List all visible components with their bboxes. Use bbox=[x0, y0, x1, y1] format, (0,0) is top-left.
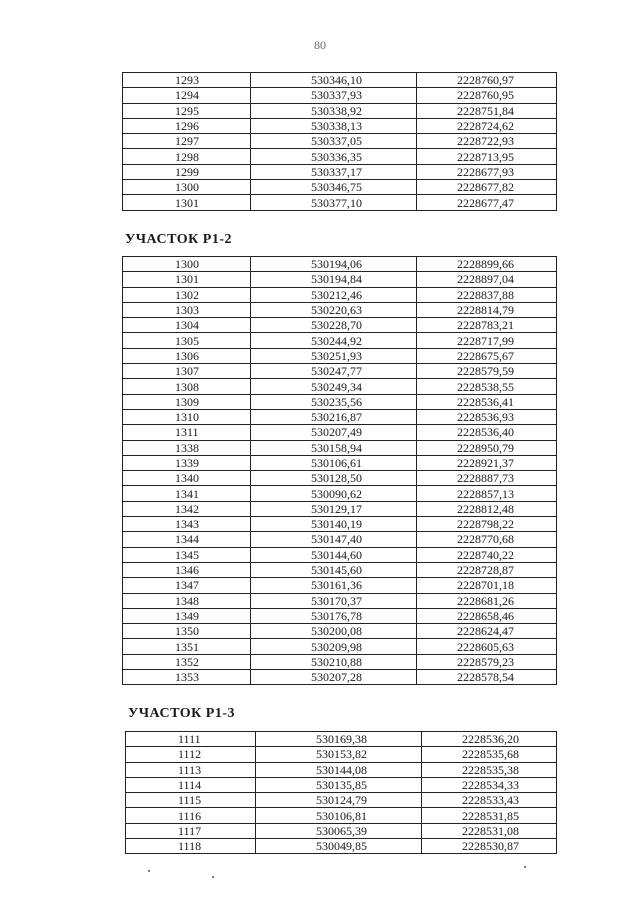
table-row bbox=[123, 134, 557, 149]
y-coordinate-cell: 2228713,95 bbox=[417, 149, 557, 164]
x-coordinate-cell: 530128,50 bbox=[251, 471, 417, 486]
point-number-cell: 1301 bbox=[123, 272, 251, 287]
x-coordinate-cell: 530090,62 bbox=[251, 486, 417, 501]
y-coordinate-cell: 2228677,93 bbox=[417, 164, 557, 179]
x-coordinate-cell: 530216,87 bbox=[251, 409, 417, 424]
coordinates-table-p1-2 bbox=[122, 256, 557, 685]
y-coordinate-cell: 2228722,93 bbox=[417, 134, 557, 149]
point-number-cell: 1338 bbox=[123, 440, 251, 455]
x-coordinate-cell: 530210,88 bbox=[251, 654, 417, 669]
y-coordinate-cell: 2228605,63 bbox=[417, 639, 557, 654]
table-row bbox=[123, 195, 557, 210]
y-coordinate-cell: 2228531,08 bbox=[422, 823, 557, 838]
x-coordinate-cell: 530176,78 bbox=[251, 608, 417, 623]
x-coordinate-cell: 530212,46 bbox=[251, 287, 417, 302]
x-coordinate-cell: 530194,84 bbox=[251, 272, 417, 287]
y-coordinate-cell: 2228812,48 bbox=[417, 501, 557, 516]
x-coordinate-cell: 530337,05 bbox=[251, 134, 417, 149]
point-number-cell: 1311 bbox=[123, 425, 251, 440]
point-number-cell: 1347 bbox=[123, 578, 251, 593]
x-coordinate-cell: 530169,38 bbox=[256, 732, 422, 747]
section-heading-p1-3: УЧАСТОК Р1-3 bbox=[128, 706, 235, 721]
point-number-cell: 1112 bbox=[126, 747, 256, 762]
point-number-cell: 1341 bbox=[123, 486, 251, 501]
table-row bbox=[123, 180, 557, 195]
table-row bbox=[126, 732, 557, 747]
y-coordinate-cell: 2228728,87 bbox=[417, 562, 557, 577]
y-coordinate-cell: 2228536,20 bbox=[422, 732, 557, 747]
point-number-cell: 1301 bbox=[123, 195, 251, 210]
table-row bbox=[126, 823, 557, 838]
table-row bbox=[126, 777, 557, 792]
y-coordinate-cell: 2228701,18 bbox=[417, 578, 557, 593]
table-row bbox=[123, 257, 557, 272]
x-coordinate-cell: 530209,98 bbox=[251, 639, 417, 654]
y-coordinate-cell: 2228950,79 bbox=[417, 440, 557, 455]
y-coordinate-cell: 2228760,95 bbox=[417, 88, 557, 103]
table-row bbox=[123, 455, 557, 470]
table-row bbox=[123, 517, 557, 532]
table-row bbox=[123, 501, 557, 516]
table-row bbox=[123, 608, 557, 623]
coordinates-table-continued bbox=[122, 72, 557, 211]
table-row bbox=[123, 547, 557, 562]
point-number-cell: 1349 bbox=[123, 608, 251, 623]
point-number-cell: 1117 bbox=[126, 823, 256, 838]
y-coordinate-cell: 2228677,82 bbox=[417, 180, 557, 195]
point-number-cell: 1302 bbox=[123, 287, 251, 302]
point-number-cell: 1307 bbox=[123, 364, 251, 379]
point-number-cell: 1111 bbox=[126, 732, 256, 747]
y-coordinate-cell: 2228624,47 bbox=[417, 624, 557, 639]
x-coordinate-cell: 530135,85 bbox=[256, 777, 422, 792]
point-number-cell: 1343 bbox=[123, 517, 251, 532]
table-row bbox=[123, 287, 557, 302]
point-number-cell: 1344 bbox=[123, 532, 251, 547]
x-coordinate-cell: 530049,85 bbox=[256, 839, 422, 854]
y-coordinate-cell: 2228814,79 bbox=[417, 302, 557, 317]
table-row bbox=[126, 808, 557, 823]
table-row bbox=[123, 639, 557, 654]
y-coordinate-cell: 2228751,84 bbox=[417, 103, 557, 118]
point-number-cell: 1340 bbox=[123, 471, 251, 486]
y-coordinate-cell: 2228717,99 bbox=[417, 333, 557, 348]
table-row bbox=[123, 578, 557, 593]
point-number-cell: 1297 bbox=[123, 134, 251, 149]
x-coordinate-cell: 530235,56 bbox=[251, 394, 417, 409]
point-number-cell: 1310 bbox=[123, 409, 251, 424]
point-number-cell: 1353 bbox=[123, 670, 251, 685]
point-number-cell: 1296 bbox=[123, 118, 251, 133]
y-coordinate-cell: 2228887,73 bbox=[417, 471, 557, 486]
point-number-cell: 1348 bbox=[123, 593, 251, 608]
y-coordinate-cell: 2228740,22 bbox=[417, 547, 557, 562]
page-number: 80 bbox=[314, 38, 326, 52]
y-coordinate-cell: 2228677,47 bbox=[417, 195, 557, 210]
coordinates-table-p1-3 bbox=[125, 731, 557, 854]
point-number-cell: 1293 bbox=[123, 73, 251, 88]
y-coordinate-cell: 2228535,68 bbox=[422, 747, 557, 762]
table-row bbox=[123, 272, 557, 287]
table-row bbox=[123, 624, 557, 639]
y-coordinate-cell: 2228535,38 bbox=[422, 762, 557, 777]
x-coordinate-cell: 530346,75 bbox=[251, 180, 417, 195]
y-coordinate-cell: 2228538,55 bbox=[417, 379, 557, 394]
table-row bbox=[123, 333, 557, 348]
y-coordinate-cell: 2228531,85 bbox=[422, 808, 557, 823]
x-coordinate-cell: 530106,61 bbox=[251, 455, 417, 470]
x-coordinate-cell: 530158,94 bbox=[251, 440, 417, 455]
table-row bbox=[123, 379, 557, 394]
point-number-cell: 1118 bbox=[126, 839, 256, 854]
table-row bbox=[123, 302, 557, 317]
point-number-cell: 1308 bbox=[123, 379, 251, 394]
x-coordinate-cell: 530207,28 bbox=[251, 670, 417, 685]
point-number-cell: 1303 bbox=[123, 302, 251, 317]
x-coordinate-cell: 530147,40 bbox=[251, 532, 417, 547]
point-number-cell: 1339 bbox=[123, 455, 251, 470]
y-coordinate-cell: 2228921,37 bbox=[417, 455, 557, 470]
y-coordinate-cell: 2228675,67 bbox=[417, 348, 557, 363]
y-coordinate-cell: 2228681,26 bbox=[417, 593, 557, 608]
point-number-cell: 1116 bbox=[126, 808, 256, 823]
x-coordinate-cell: 530338,92 bbox=[251, 103, 417, 118]
y-coordinate-cell: 2228579,59 bbox=[417, 364, 557, 379]
point-number-cell: 1342 bbox=[123, 501, 251, 516]
table-row bbox=[123, 164, 557, 179]
table-row bbox=[123, 593, 557, 608]
table-row bbox=[123, 440, 557, 455]
point-number-cell: 1298 bbox=[123, 149, 251, 164]
y-coordinate-cell: 2228899,66 bbox=[417, 257, 557, 272]
point-number-cell: 1299 bbox=[123, 164, 251, 179]
table-row bbox=[123, 670, 557, 685]
y-coordinate-cell: 2228783,21 bbox=[417, 318, 557, 333]
y-coordinate-cell: 2228760,97 bbox=[417, 73, 557, 88]
x-coordinate-cell: 530129,17 bbox=[251, 501, 417, 516]
table-row bbox=[123, 149, 557, 164]
x-coordinate-cell: 530249,34 bbox=[251, 379, 417, 394]
x-coordinate-cell: 530200,08 bbox=[251, 624, 417, 639]
scan-speck bbox=[212, 876, 214, 878]
x-coordinate-cell: 530251,93 bbox=[251, 348, 417, 363]
table-row bbox=[123, 409, 557, 424]
y-coordinate-cell: 2228658,46 bbox=[417, 608, 557, 623]
y-coordinate-cell: 2228533,43 bbox=[422, 793, 557, 808]
table-row bbox=[123, 103, 557, 118]
table-row bbox=[126, 839, 557, 854]
point-number-cell: 1305 bbox=[123, 333, 251, 348]
table-row bbox=[123, 118, 557, 133]
point-number-cell: 1294 bbox=[123, 88, 251, 103]
x-coordinate-cell: 530144,08 bbox=[256, 762, 422, 777]
table-row bbox=[123, 486, 557, 501]
point-number-cell: 1115 bbox=[126, 793, 256, 808]
x-coordinate-cell: 530140,19 bbox=[251, 517, 417, 532]
y-coordinate-cell: 2228534,33 bbox=[422, 777, 557, 792]
x-coordinate-cell: 530337,93 bbox=[251, 88, 417, 103]
table-row bbox=[126, 747, 557, 762]
point-number-cell: 1351 bbox=[123, 639, 251, 654]
x-coordinate-cell: 530194,06 bbox=[251, 257, 417, 272]
table-row bbox=[123, 471, 557, 486]
scan-speck bbox=[148, 870, 150, 872]
y-coordinate-cell: 2228837,88 bbox=[417, 287, 557, 302]
point-number-cell: 1300 bbox=[123, 180, 251, 195]
x-coordinate-cell: 530336,35 bbox=[251, 149, 417, 164]
table-row bbox=[123, 562, 557, 577]
x-coordinate-cell: 530106,81 bbox=[256, 808, 422, 823]
point-number-cell: 1350 bbox=[123, 624, 251, 639]
x-coordinate-cell: 530220,63 bbox=[251, 302, 417, 317]
y-coordinate-cell: 2228770,68 bbox=[417, 532, 557, 547]
x-coordinate-cell: 530346,10 bbox=[251, 73, 417, 88]
x-coordinate-cell: 530170,37 bbox=[251, 593, 417, 608]
scan-speck bbox=[524, 866, 526, 868]
x-coordinate-cell: 530153,82 bbox=[256, 747, 422, 762]
point-number-cell: 1304 bbox=[123, 318, 251, 333]
table-row bbox=[123, 73, 557, 88]
point-number-cell: 1114 bbox=[126, 777, 256, 792]
x-coordinate-cell: 530244,92 bbox=[251, 333, 417, 348]
table-row bbox=[123, 532, 557, 547]
x-coordinate-cell: 530228,70 bbox=[251, 318, 417, 333]
table-row bbox=[123, 425, 557, 440]
y-coordinate-cell: 2228536,40 bbox=[417, 425, 557, 440]
point-number-cell: 1295 bbox=[123, 103, 251, 118]
y-coordinate-cell: 2228857,13 bbox=[417, 486, 557, 501]
y-coordinate-cell: 2228798,22 bbox=[417, 517, 557, 532]
y-coordinate-cell: 2228897,04 bbox=[417, 272, 557, 287]
x-coordinate-cell: 530207,49 bbox=[251, 425, 417, 440]
x-coordinate-cell: 530144,60 bbox=[251, 547, 417, 562]
table-row bbox=[126, 762, 557, 777]
y-coordinate-cell: 2228578,54 bbox=[417, 670, 557, 685]
table-row bbox=[123, 318, 557, 333]
point-number-cell: 1346 bbox=[123, 562, 251, 577]
x-coordinate-cell: 530337,17 bbox=[251, 164, 417, 179]
point-number-cell: 1300 bbox=[123, 257, 251, 272]
y-coordinate-cell: 2228724,62 bbox=[417, 118, 557, 133]
x-coordinate-cell: 530065,39 bbox=[256, 823, 422, 838]
section-heading-p1-2: УЧАСТОК Р1-2 bbox=[125, 232, 232, 247]
table-row bbox=[126, 793, 557, 808]
y-coordinate-cell: 2228536,93 bbox=[417, 409, 557, 424]
table-row bbox=[123, 394, 557, 409]
x-coordinate-cell: 530338,13 bbox=[251, 118, 417, 133]
x-coordinate-cell: 530161,36 bbox=[251, 578, 417, 593]
x-coordinate-cell: 530124,79 bbox=[256, 793, 422, 808]
x-coordinate-cell: 530377,10 bbox=[251, 195, 417, 210]
table-row bbox=[123, 364, 557, 379]
table-row bbox=[123, 654, 557, 669]
point-number-cell: 1306 bbox=[123, 348, 251, 363]
y-coordinate-cell: 2228579,23 bbox=[417, 654, 557, 669]
table-row bbox=[123, 88, 557, 103]
y-coordinate-cell: 2228536,41 bbox=[417, 394, 557, 409]
table-row bbox=[123, 348, 557, 363]
point-number-cell: 1113 bbox=[126, 762, 256, 777]
y-coordinate-cell: 2228530,87 bbox=[422, 839, 557, 854]
point-number-cell: 1352 bbox=[123, 654, 251, 669]
point-number-cell: 1309 bbox=[123, 394, 251, 409]
x-coordinate-cell: 530145,60 bbox=[251, 562, 417, 577]
point-number-cell: 1345 bbox=[123, 547, 251, 562]
x-coordinate-cell: 530247,77 bbox=[251, 364, 417, 379]
